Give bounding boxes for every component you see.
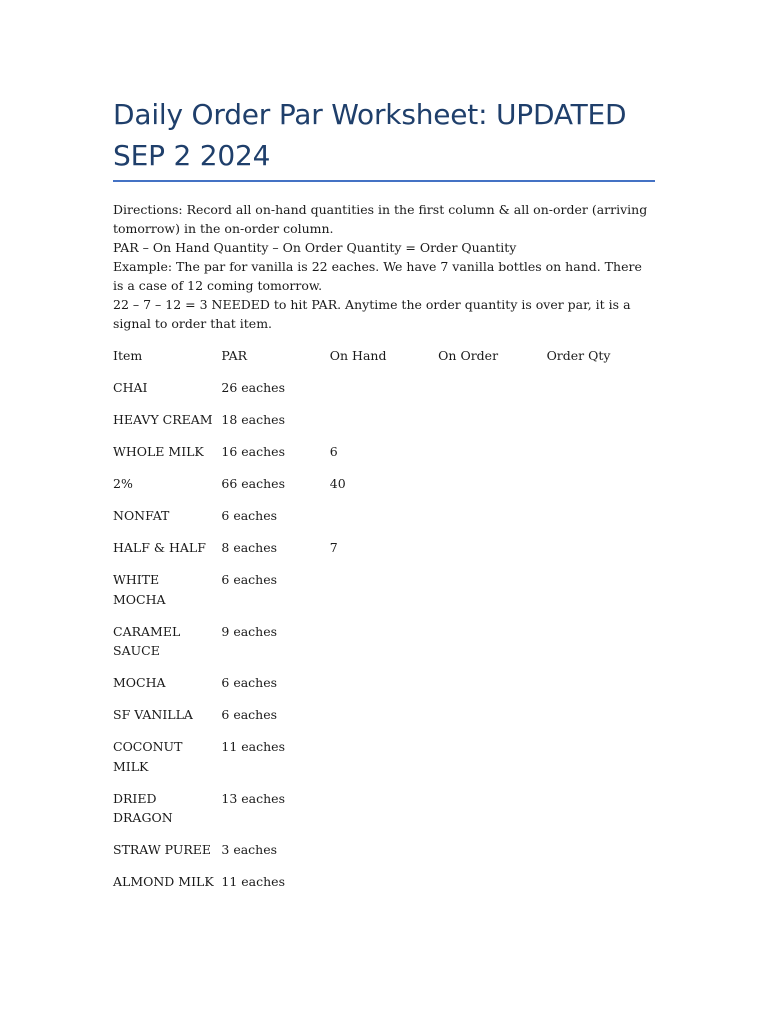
cell-on-order — [438, 474, 546, 494]
cell-order-qty — [547, 737, 655, 776]
cell-order-qty — [547, 506, 655, 526]
formula-paragraph: PAR – On Hand Quantity – On Order Quantity = Order Quantity — [113, 240, 517, 255]
cell-par: 6 eaches — [221, 572, 278, 587]
cell-par: 8 eaches — [221, 540, 278, 555]
cell-on-order — [438, 789, 546, 828]
table-body — [113, 378, 655, 904]
cell-item: DRIED DRAGON — [113, 790, 173, 825]
cell-on-hand — [330, 410, 438, 430]
table-row — [113, 570, 655, 622]
example-paragraph: Example: The par for vanilla is 22 eaches. We have 7 vanilla bottles on hand. There is a case of 12 coming tomorrow. — [113, 259, 642, 293]
cell-order-qty — [547, 840, 655, 860]
cell-order-qty — [547, 673, 655, 693]
cell-order-qty — [547, 705, 655, 725]
cell-on-hand — [330, 789, 438, 828]
header-item: Item — [113, 348, 143, 363]
table-row — [113, 506, 655, 538]
cell-par: 66 eaches — [221, 476, 285, 491]
title-underline — [113, 180, 655, 182]
cell-on-hand: 7 — [329, 540, 338, 555]
cell-par: 11 eaches — [221, 874, 285, 889]
cell-par: 13 eaches — [221, 790, 285, 806]
cell-on-hand — [330, 737, 438, 776]
cell-order-qty — [547, 789, 655, 828]
cell-on-hand — [330, 705, 438, 725]
cell-par: 18 eaches — [221, 412, 285, 427]
cell-on-hand — [330, 840, 438, 860]
cell-par: 11 eaches — [221, 739, 285, 754]
table-row — [113, 705, 655, 737]
table-row — [113, 872, 655, 904]
cell-item: SF VANILLA — [113, 707, 193, 722]
cell-on-order — [438, 538, 546, 558]
cell-item: HEAVY CREAM — [113, 412, 213, 427]
header-on-order: On Order — [438, 348, 499, 363]
cell-on-hand — [330, 506, 438, 526]
cell-par: 6 eaches — [221, 508, 278, 523]
cell-order-qty — [547, 410, 655, 430]
cell-on-order — [438, 570, 546, 609]
cell-on-order — [438, 410, 546, 430]
page-title: Daily Order Par Worksheet: UPDATED SEP 2 2024 — [113, 98, 627, 172]
cell-par: 9 eaches — [221, 623, 278, 639]
directions-paragraph: Directions: Record all on-hand quantities in the first column & all on-order (arriving tomorrow) in the on-order column. — [113, 202, 648, 236]
cell-item: HALF & HALF — [113, 540, 206, 555]
table-header-row — [113, 346, 655, 378]
cell-item: WHOLE MILK — [113, 444, 204, 459]
cell-item: COCONUT MILK — [113, 739, 183, 774]
cell-on-order — [438, 840, 546, 860]
calculation-paragraph: 22 – 7 – 12 = 3 NEEDED to hit PAR. Anytime the order quantity is over par, it is a signal to order that item. — [113, 297, 631, 331]
cell-on-order — [438, 378, 546, 398]
cell-item: CARAMEL SAUCE — [113, 623, 181, 658]
cell-on-hand: 6 — [329, 444, 338, 459]
cell-order-qty — [547, 442, 655, 462]
cell-on-order — [438, 622, 546, 661]
cell-par: 6 eaches — [221, 707, 278, 722]
par-table — [113, 346, 655, 904]
cell-on-order — [438, 737, 546, 776]
cell-order-qty — [547, 538, 655, 558]
cell-on-order — [438, 705, 546, 725]
cell-par: 16 eaches — [221, 444, 285, 459]
directions-block — [113, 200, 655, 333]
cell-item: WHITE MOCHA — [113, 572, 166, 607]
cell-par: 6 eaches — [221, 675, 278, 690]
cell-par: 3 eaches — [221, 842, 278, 857]
cell-on-order — [438, 442, 546, 462]
cell-on-hand — [330, 622, 438, 661]
cell-item: 2% — [113, 476, 133, 491]
cell-on-hand — [330, 872, 438, 892]
cell-item: CHAI — [113, 380, 148, 395]
cell-on-hand — [330, 378, 438, 398]
table-row — [113, 378, 655, 410]
table-row — [113, 410, 655, 442]
table-row — [113, 789, 655, 841]
cell-on-hand: 40 — [329, 476, 346, 491]
table-row — [113, 673, 655, 705]
header-order-qty: Order Qty — [546, 348, 611, 363]
table-row — [113, 840, 655, 872]
cell-on-hand — [330, 570, 438, 609]
cell-order-qty — [547, 622, 655, 661]
cell-par: 26 eaches — [221, 380, 285, 395]
cell-on-hand — [330, 673, 438, 693]
cell-item: NONFAT — [113, 508, 170, 523]
table-row — [113, 442, 655, 474]
header-par: PAR — [221, 348, 248, 363]
table-row — [113, 474, 655, 506]
cell-on-order — [438, 506, 546, 526]
table-row — [113, 737, 655, 789]
cell-order-qty — [547, 570, 655, 609]
cell-item: MOCHA — [113, 675, 166, 690]
cell-order-qty — [547, 378, 655, 398]
cell-order-qty — [547, 872, 655, 892]
cell-on-order — [438, 872, 546, 892]
header-on-hand: On Hand — [329, 348, 387, 363]
cell-item: ALMOND MILK — [113, 874, 214, 889]
cell-on-order — [438, 673, 546, 693]
cell-order-qty — [547, 474, 655, 494]
cell-item: STRAW PUREE — [113, 842, 212, 857]
table-row — [113, 538, 655, 570]
table-row — [113, 622, 655, 674]
